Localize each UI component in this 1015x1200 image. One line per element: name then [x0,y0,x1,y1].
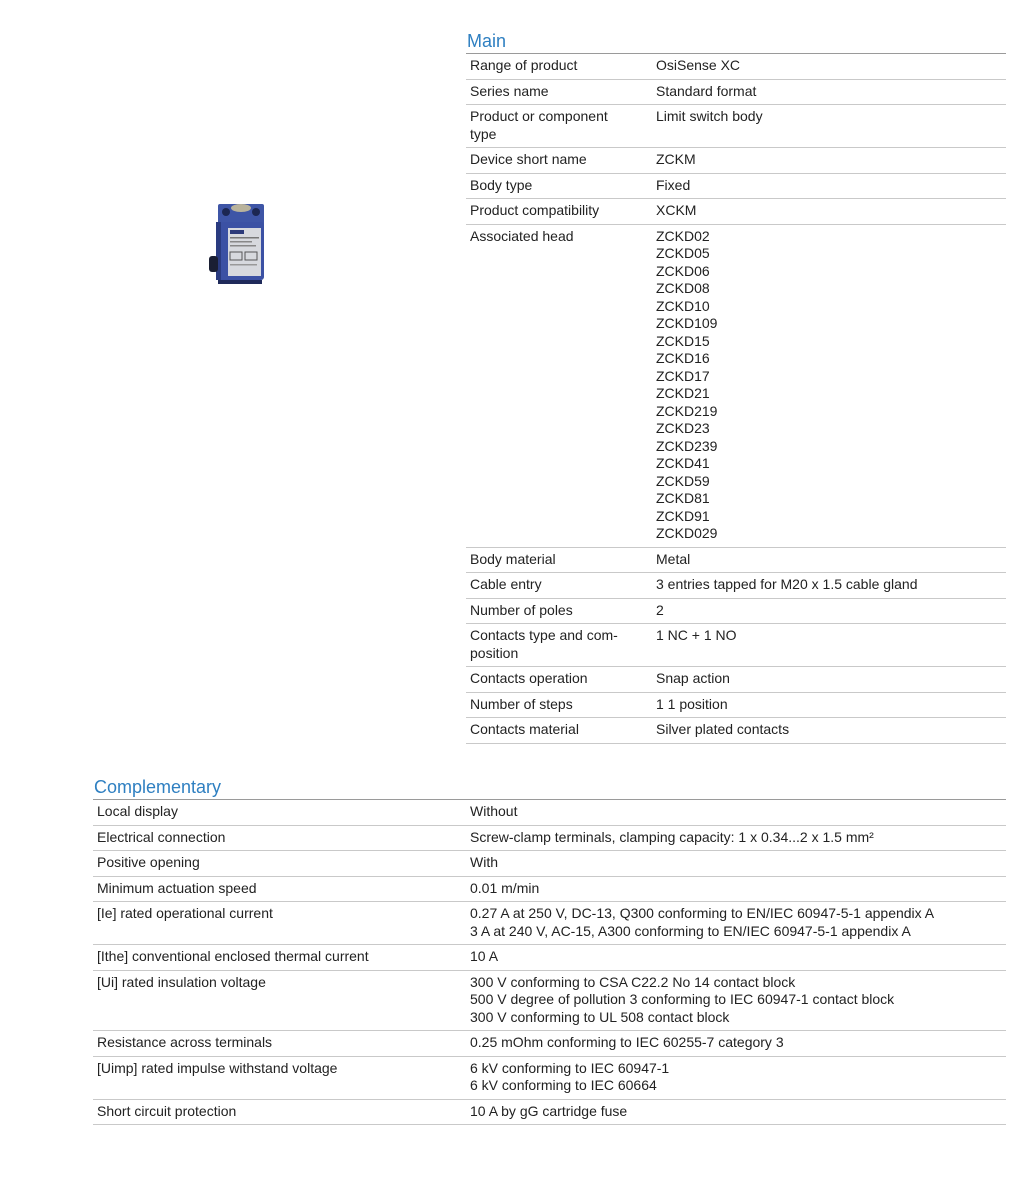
spec-row [466,79,1006,105]
spec-value-line: Fixed [656,176,691,193]
spec-value [652,224,1006,547]
spec-label: Range of product [466,54,652,80]
spec-value [466,1056,1006,1099]
spec-value-line: ZCKD59 [656,472,710,489]
spec-label: Local display [93,800,466,826]
spec-value-line: Metal [656,550,691,567]
spec-value-line: ZCKD23 [656,420,710,436]
spec-row [93,851,1006,877]
spec-value [652,173,1006,199]
spec-value [652,199,1006,225]
spec-row [93,876,1006,902]
spec-value [652,718,1006,744]
spec-row [466,667,1006,693]
spec-label: Number of poles [466,598,652,624]
spec-label: [Ie] rated operational current [93,902,466,945]
spec-row [93,825,1006,851]
complementary-spec-table [93,799,1006,1125]
spec-value-line: ZCKD81 [656,490,710,506]
spec-value-line: ZCKD15 [656,332,710,349]
spec-label [466,105,652,148]
spec-value-line: Without [470,803,518,819]
spec-value-line: ZCKD239 [656,437,718,454]
spec-label: [Uimp] rated impulse withstand voltage [93,1056,466,1099]
spec-value [466,800,1006,826]
spec-value [466,876,1006,902]
spec-row [466,692,1006,718]
main-section-title: Main [467,31,507,51]
spec-row [93,1031,1006,1057]
spec-value-line: 3 entries tapped for M20 x 1.5 cable gland [656,576,918,592]
spec-value-line: With [470,854,498,870]
spec-row [466,718,1006,744]
spec-label: Contacts operation [466,667,652,693]
spec-label: Associated head [466,224,652,547]
spec-value [466,945,1006,971]
spec-label-line: type [470,125,497,142]
spec-row [466,573,1006,599]
spec-row [466,105,1006,148]
spec-value-line: 10 A [470,948,499,964]
spec-value [652,148,1006,174]
spec-value-line: 2 [656,601,664,618]
main-section [466,30,1006,744]
spec-value [466,902,1006,945]
spec-value-line: 3 A at 240 V, AC-15, A300 conforming to EN/IEC 60947-5-1 appendix A [470,922,911,939]
spec-value-line: Snap action [656,670,730,686]
spec-value [652,598,1006,624]
spec-value-line: 500 V degree of pollution 3 conforming to IEC 60947-1 contact block [470,991,895,1007]
spec-label: Device short name [466,148,652,174]
spec-row [466,547,1006,573]
spec-row [93,902,1006,945]
spec-row [93,1099,1006,1125]
spec-value [466,1099,1006,1125]
spec-label: Resistance across terminals [93,1031,466,1057]
spec-label: Product compatibility [466,199,652,225]
spec-label-line: Product or component [470,108,608,124]
spec-value [652,547,1006,573]
spec-row [93,1056,1006,1099]
spec-value-line: ZCKD05 [656,245,710,261]
spec-label: Electrical connection [93,825,466,851]
spec-value-line: 0.25 mOhm conforming to IEC 60255-7 category 3 [470,1034,784,1050]
spec-value-line: ZCKD029 [656,525,718,541]
spec-row [93,945,1006,971]
spec-label: Body type [466,173,652,199]
spec-value [652,54,1006,80]
spec-value-line: ZCKD41 [656,455,710,471]
spec-value-line: Limit switch body [656,108,763,124]
complementary-section-title: Complementary [94,777,222,797]
spec-label: Short circuit protection [93,1099,466,1125]
spec-value-line: ZCKD06 [656,262,710,279]
spec-label: Body material [466,547,652,573]
spec-value-line: ZCKD17 [656,367,710,384]
spec-label: [Ithe] conventional enclosed thermal current [93,945,466,971]
spec-value-line: XCKM [656,202,697,218]
spec-value-line: 0.01 m/min [470,879,540,896]
spec-label: Number of steps [466,692,652,718]
spec-value-line: ZCKD219 [656,402,718,419]
spec-value [466,1031,1006,1057]
spec-value [652,667,1006,693]
spec-value-line: 0.27 A at 250 V, DC-13, Q300 conforming to EN/IEC 60947-5-1 appendix A [470,905,935,921]
spec-value-line: 1 NC + 1 NO [656,627,737,643]
spec-value-line: 6 kV conforming to IEC 60664 [470,1077,657,1093]
spec-row [93,970,1006,1031]
spec-value-line: 300 V conforming to UL 508 contact block [470,1008,730,1025]
spec-label: Series name [466,79,652,105]
spec-value-line: ZCKD10 [656,297,710,314]
spec-value [652,105,1006,148]
spec-value-line: Silver plated contacts [656,721,790,737]
main-spec-table [466,53,1006,744]
spec-value-line: Standard format [656,82,757,99]
spec-label: [Ui] rated insulation voltage [93,970,466,1031]
spec-value-line: 1 1 position [656,695,728,712]
spec-value [466,851,1006,877]
spec-value-line: ZCKD02 [656,227,710,244]
spec-row [466,173,1006,199]
spec-value-line: ZCKD21 [656,385,710,401]
spec-value [652,692,1006,718]
complementary-section [93,776,1006,1125]
spec-row [466,224,1006,547]
spec-row [466,54,1006,80]
spec-value-line: Screw-clamp terminals, clamping capacity: 1 x 0.34...2 x 1.5 mm² [470,828,874,845]
spec-value [466,970,1006,1031]
spec-label-line: position [470,644,519,661]
spec-value [652,573,1006,599]
spec-label-line: Contacts type and com- [470,627,618,643]
spec-value-line: ZCKM [656,151,696,167]
spec-row [466,148,1006,174]
spec-row [466,624,1006,667]
spec-row [93,800,1006,826]
spec-value-line: 6 kV conforming to IEC 60947-1 [470,1059,670,1076]
spec-value [652,624,1006,667]
spec-label [466,624,652,667]
spec-value-line: ZCKD91 [656,507,710,524]
spec-value-line: 300 V conforming to CSA C22.2 No 14 contact block [470,973,796,990]
spec-row [466,199,1006,225]
spec-label: Positive opening [93,851,466,877]
spec-label: Cable entry [466,573,652,599]
spec-value-line: ZCKD16 [656,350,710,366]
spec-label: Minimum actuation speed [93,876,466,902]
spec-value-line: ZCKD109 [656,315,718,331]
spec-value [652,79,1006,105]
spec-label: Contacts material [466,718,652,744]
spec-value-line: OsiSense XC [656,57,741,73]
product-image [206,200,276,290]
spec-row [466,598,1006,624]
spec-value-line: 10 A by gG cartridge fuse [470,1102,628,1119]
spec-value-line: ZCKD08 [656,280,710,296]
spec-value [466,825,1006,851]
